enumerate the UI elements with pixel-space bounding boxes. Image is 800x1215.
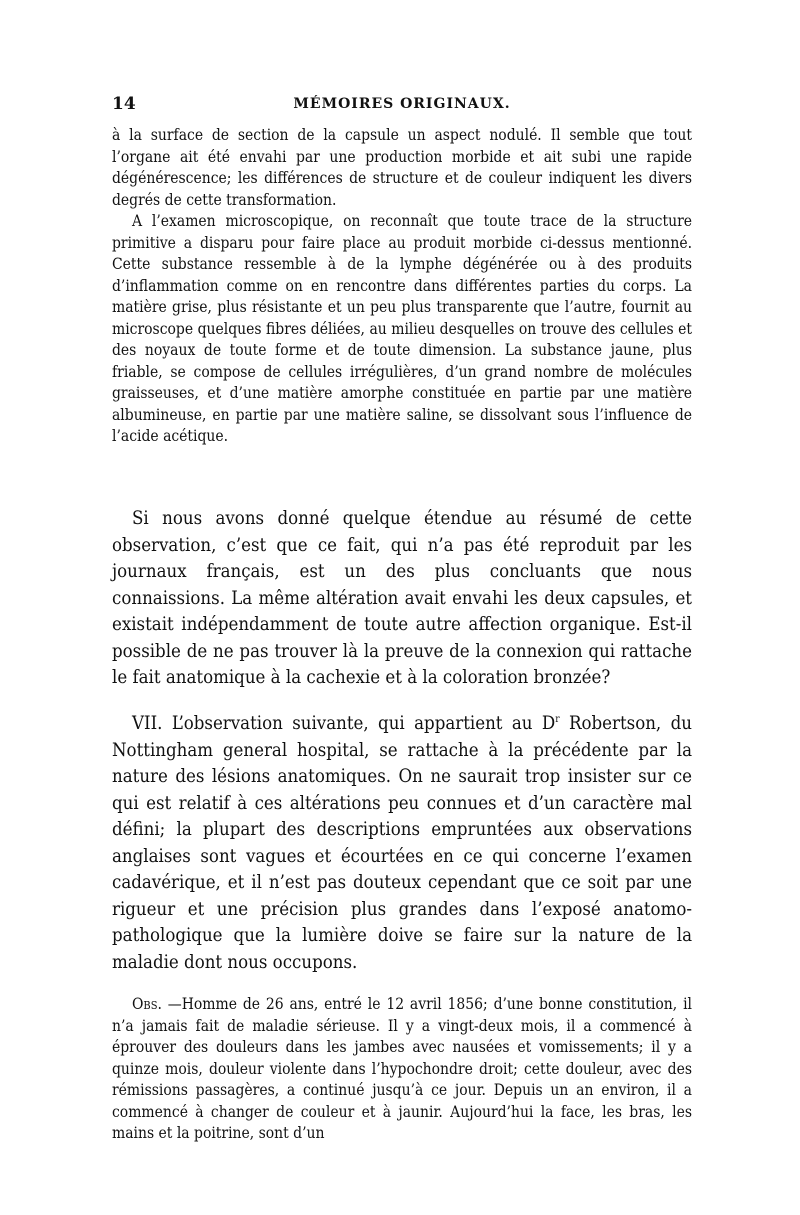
commentary-section — [112, 506, 692, 694]
observation-text: —Homme de 26 ans, entré le 12 avril 1856; d’une bonne constitution, il n’a jamais fait de maladie sérieuse. Il y a vingt-deux mois, il a commencé à éprouver des douleurs dans les jambes avec nausées et vomissements; il y a quinze mois, douleur violente dans l’hypochondre droit; cette douleur, avec des rémissions passagères, a continué jusqu’à ce jour. Depuis un an environ, il a commencé à changer de couleur et à jaunir. Aujourd’hui la face, les bras, les mains et la poitrine, sont d’un — [112, 995, 692, 1142]
paragraph-observation-intro-start: VII. L’observation suivante, qui appartient au D — [132, 713, 556, 734]
paragraph-microscopic-exam: A l’examen microscopique, on reconnaît que toute trace de la structure primitive a disparu pour faire place au produit morbide ci-dessus mentionné. Cette substance ressemble à de la lymphe dégénérée ou à des produits d’inflammation comme on en rencontre dans différentes parties du corps. La matière grise, plus résistante et un peu plus transparente que l’autre, fournit au microscope quelques fibres déliées, au milieu desquelles on trouve des cellules et des noyaux de toute forme et de toute dimension. La substance jaune, plus friable, se compose de cellules irrégulières, d’un grand nombre de molécules graisseuses, et d’une matière amorphe constituée en partie par une matière albumineuse, en partie par une matière saline, se dissolvant sous l’influence de l’acide acétique. — [112, 212, 692, 445]
paragraph-observation-case — [112, 994, 692, 1145]
small-print-section — [112, 125, 692, 497]
page-number: 14 — [112, 94, 136, 114]
observation-label: Obs. — [132, 995, 162, 1013]
running-title: MÉMOIRES ORIGINAUX. — [293, 96, 511, 112]
doctor-superscript: r — [555, 713, 560, 725]
paragraph-commentary: Si nous avons donné quelque étendue au résumé de cette observation, c’est que ce fait, qui n’a pas été reproduit par les journaux français, est un des plus concluants que nous connaissions. La même altération avait envahi les deux capsules, et existait indépendamment de toute autre affection organique. Est-il possible de ne pas trouver là la preuve de la connexion qui rattache le fait anatomique à la cachexie et à la coloration bronzée? — [112, 508, 692, 688]
paragraph-capsule-aspect: à la surface de section de la capsule un aspect nodulé. Il semble que tout l’organe ait été envahi par une production morbide et ait subi une rapide dégénérescence; les différences de structure et de couleur indiquent les divers degrés de cette transformation. — [112, 126, 692, 209]
page-header — [112, 94, 692, 118]
section-seven — [112, 711, 692, 981]
paragraph-observation-intro-rest: Robertson, du Nottingham general hospital, se rattache à la précédente par la nature des lésions anatomiques. On ne saurait trop insister sur ce qui est relatif à ces altérations peu connues et d’un caractère mal défini; la plupart des descriptions empruntées aux observations anglaises sont vagues et écourtées en ce qui concerne l’examen cadavérique, et il n’est pas douteux cependant que ce soit par une rigueur et une précision plus grandes dans l’exposé anatomo-pathologique que la lumière doive se faire sur la nature de la maladie dont nous occupons. — [112, 713, 692, 973]
paragraph-observation-intro — [112, 711, 692, 976]
observation-section — [112, 994, 692, 1154]
